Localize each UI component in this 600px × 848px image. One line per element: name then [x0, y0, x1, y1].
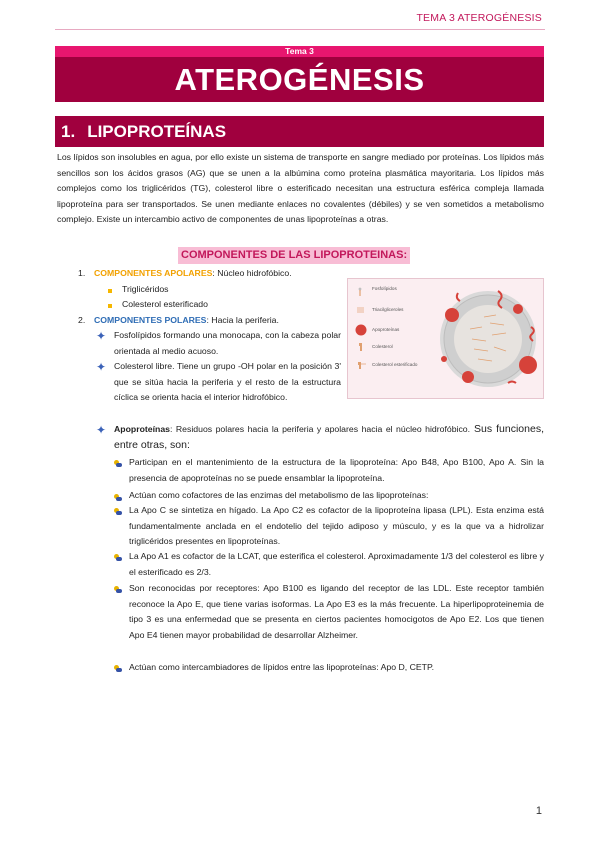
apolar-text: : Núcleo hidrofóbico. — [212, 268, 292, 278]
function-item: Actúan como intercambiadores de lípidos entre las lipoproteínas: Apo D, CETP. — [129, 662, 435, 672]
bullet-pin-icon — [114, 494, 122, 502]
lipoprotein-illustration — [348, 279, 545, 400]
header-divider — [55, 29, 545, 30]
function-item: Actúan como cofactores de las enzimas del metabolismo de las lipoproteínas: — [129, 490, 429, 500]
running-header: TEMA 3 ATEROGÉNESIS — [416, 12, 542, 24]
apoproteins-tail: Sus funciones, entre otras, son: — [114, 423, 544, 451]
apoproteins-text: : Residuos polares hacia la periferia y apolares hacia el núcleo hidrofóbico. — [170, 424, 471, 434]
apolar-label: COMPONENTES APOLARES — [94, 268, 213, 278]
polar-text: : Hacia la periferia. — [206, 315, 279, 325]
legend-label: Colesterol — [372, 344, 393, 349]
section-number: 1. — [61, 122, 76, 141]
bullet-star-icon: ✦ — [96, 423, 107, 437]
lipoprotein-diagram — [347, 278, 544, 399]
page-number: 1 — [535, 805, 542, 817]
apoproteins-item — [114, 422, 544, 453]
polar-sub-item: Colesterol libre. Tiene un grupo -OH polar en la posición 3' que se sitúa hacia la periferia y el resto de la estructura cíclica se orienta hacia el interior hidrofóbico. — [114, 361, 341, 403]
polar-sub-item: Fosfolípidos formando una monocapa, con la cabeza polar orientada al medio acuoso. — [114, 330, 341, 356]
legend-symbols — [356, 288, 367, 369]
function-item: La Apo C se sintetiza en hígado. La Apo C2 es cofactor de la lipoproteína lipasa (LPL). Esta enzima está fundamentalmente anclada en el endotelio del tejido adiposo y músculo, y es la que va a hidrolizar triglicéridos presentes en lipoproteínas. — [129, 505, 544, 547]
bullet-square-icon — [108, 289, 112, 293]
legend-label: Colesterol esterificado — [372, 362, 418, 367]
bullet-pin-icon — [114, 665, 122, 673]
page-title: ATEROGÉNESIS — [55, 57, 544, 102]
topic-label: Tema 3 — [55, 46, 544, 57]
function-item: Participan en el mantenimiento de la estructura de la lipoproteína: Apo B48, Apo B100, Apo A. Sin la presencia de apoproteínas no se puede ensamblar la lipoproteína. — [129, 457, 544, 483]
apolar-sub-item: Triglicéridos — [122, 284, 169, 294]
bullet-square-icon — [108, 304, 112, 308]
components-heading: COMPONENTES DE LAS LIPOPROTEINAS: — [178, 247, 410, 264]
legend-label: Fosfolípidos — [372, 286, 397, 291]
apolar-item — [94, 266, 344, 282]
apoproteins-label: Apoproteínas — [114, 424, 170, 434]
bullet-star-icon: ✦ — [96, 329, 107, 343]
bullet-star-icon: ✦ — [96, 360, 107, 374]
polar-label: COMPONENTES POLARES — [94, 315, 207, 325]
apolar-sub-item: Colesterol esterificado — [122, 299, 208, 309]
bullet-pin-icon — [114, 508, 122, 516]
polar-number: 2. — [78, 315, 86, 325]
bullet-pin-icon — [114, 460, 122, 468]
lipoprotein-particle — [440, 291, 537, 387]
apolar-number: 1. — [78, 268, 86, 278]
bullet-pin-icon — [114, 554, 122, 562]
bullet-pin-icon — [114, 586, 122, 594]
legend-label: Apoproteínas — [372, 327, 400, 332]
legend-label: Triacilgliceroles — [372, 307, 404, 312]
intro-paragraph: Los lípidos son insolubles en agua, por ello existe un sistema de transporte en sangre mediado por proteínas. Los lípidos más sencillos son los ácidos grasos (AG) que se unen a la albúmina como proteína plasmática mayoritaria. Los lípidos más complejos como los triglicéridos (TG), colesterol libre o esterificado necesitan una estructura esférica compleja llamada lipoproteína para ser transportados. Se unen mediante enlaces no covalentes (débiles) y se ven sometidos a metabolismo complejo. Existe un intercambio activo de componentes de unas lipoproteínas a otras. — [57, 152, 544, 225]
function-item: La Apo A1 es cofactor de la LCAT, que esterifica el colesterol. Aproximadamente 1/3 del colesterol es libre y el esterificado es 2/3. — [129, 551, 544, 577]
section-title: LIPOPROTEÍNAS — [87, 122, 227, 141]
function-item: Son reconocidas por receptores: Apo B100 es ligando del receptor de las LDL. Este receptor también reconoce la Apo E, que tiene varias isoformas. La Apo E3 es la más frecuente. La hiperlipoproteinemia de tipo 3 es una enfermedad que se presenta en ciertos pacientes homocigotos de Apo E2. Los que tienen Apo E4 tienen mayor probabilidad de desarrollar Alzheimer. — [129, 583, 544, 640]
section-heading — [55, 116, 544, 147]
polar-item — [94, 313, 344, 329]
